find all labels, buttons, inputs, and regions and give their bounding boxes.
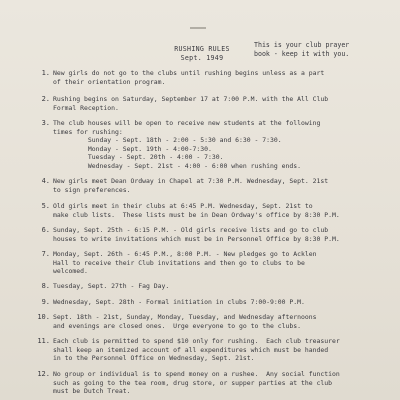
rule-text: New girls do not go to the clubs until rushing begins unless as a part of their orientation program. xyxy=(53,69,325,86)
rule-text: No group or individual is to spend money on a rushee. Any social function such as going to the tea room, drug store, or supper parties at the club must be Dutch Treat. xyxy=(53,370,340,396)
rule-text: Monday, Sept. 26th - 6:45 P.M., 8:00 P.M. - New pledges go to Acklen Hall to receive their Club invitations and then go to clubs to be welcomed. xyxy=(53,250,317,276)
rule-text: The club houses will be open to receive new students at the following times for rushing: Sunday - Sept. 18th - 2:00 - 5:30 and 6:30 - 7:30. Monday - Sept. 19th - 4:00-7:30. Tuesday - Sept. 20th - 4:00 - 7:30. Wednesday - Sept. 21st - 4:00 - 6:00 when rushing ends. xyxy=(53,119,321,170)
rule-text: Wednesday, Sept. 28th - Formal initiation in clubs 7:00-9:00 P.M. xyxy=(53,298,305,306)
rule-text: Sunday, Sept. 25th - 6:15 P.M. - Old girls receive lists and go to club houses to write invitations which must be in Personnel Office by 8:30 P.M. xyxy=(53,226,340,243)
rule-text: New girls meet Dean Ordway in Chapel at 7:30 P.M. Wednesday, Sept. 21st to sign preferences. xyxy=(53,177,329,194)
rule-text: Rushing begins on Saturday, September 17 at 7:00 P.M. with the All Club Formal Reception. xyxy=(53,95,329,112)
rule-number: 12. xyxy=(37,370,50,378)
rule-text: Each club is permitted to spend $10 only for rushing. Each club treasurer shall keep an itemized account of all expenditures which must be handed in to the Personnel Office on Wednesday, Sept. 21st. xyxy=(53,337,340,363)
header-note: This is your club prayer book - keep it with you. xyxy=(254,41,350,58)
rule-number: 8. xyxy=(41,282,50,290)
rule-number: 3. xyxy=(41,119,50,127)
rule-number: 7. xyxy=(41,250,50,258)
rule-number: 1. xyxy=(41,69,50,77)
rule-number: 9. xyxy=(41,298,50,306)
document-title: RUSHING RULES xyxy=(174,45,230,53)
rule-number: 5. xyxy=(41,202,50,210)
rule-number: 4. xyxy=(41,177,50,185)
rule-text: Old girls meet in their clubs at 6:45 P.M. Wednesday, Sept. 21st to make club lists. These lists must be in Dean Ordway's office by 8:30 P.M. xyxy=(53,202,340,219)
rule-number: 2. xyxy=(41,95,50,103)
rule-text: Tuesday, Sept. 27th - Fag Day. xyxy=(53,282,170,290)
rule-text: Sept. 18th - 21st, Sunday, Monday, Tuesday, and Wednesday afternoons and evenings are closed ones. Urge everyone to go to the clubs. xyxy=(53,313,317,330)
rule-number: 10. xyxy=(37,313,50,321)
top-mark xyxy=(190,27,206,29)
document-date: Sept. 1949 xyxy=(180,53,224,62)
document-heading xyxy=(163,45,241,62)
rule-number: 11. xyxy=(37,337,50,345)
rule-number: 6. xyxy=(41,226,50,234)
